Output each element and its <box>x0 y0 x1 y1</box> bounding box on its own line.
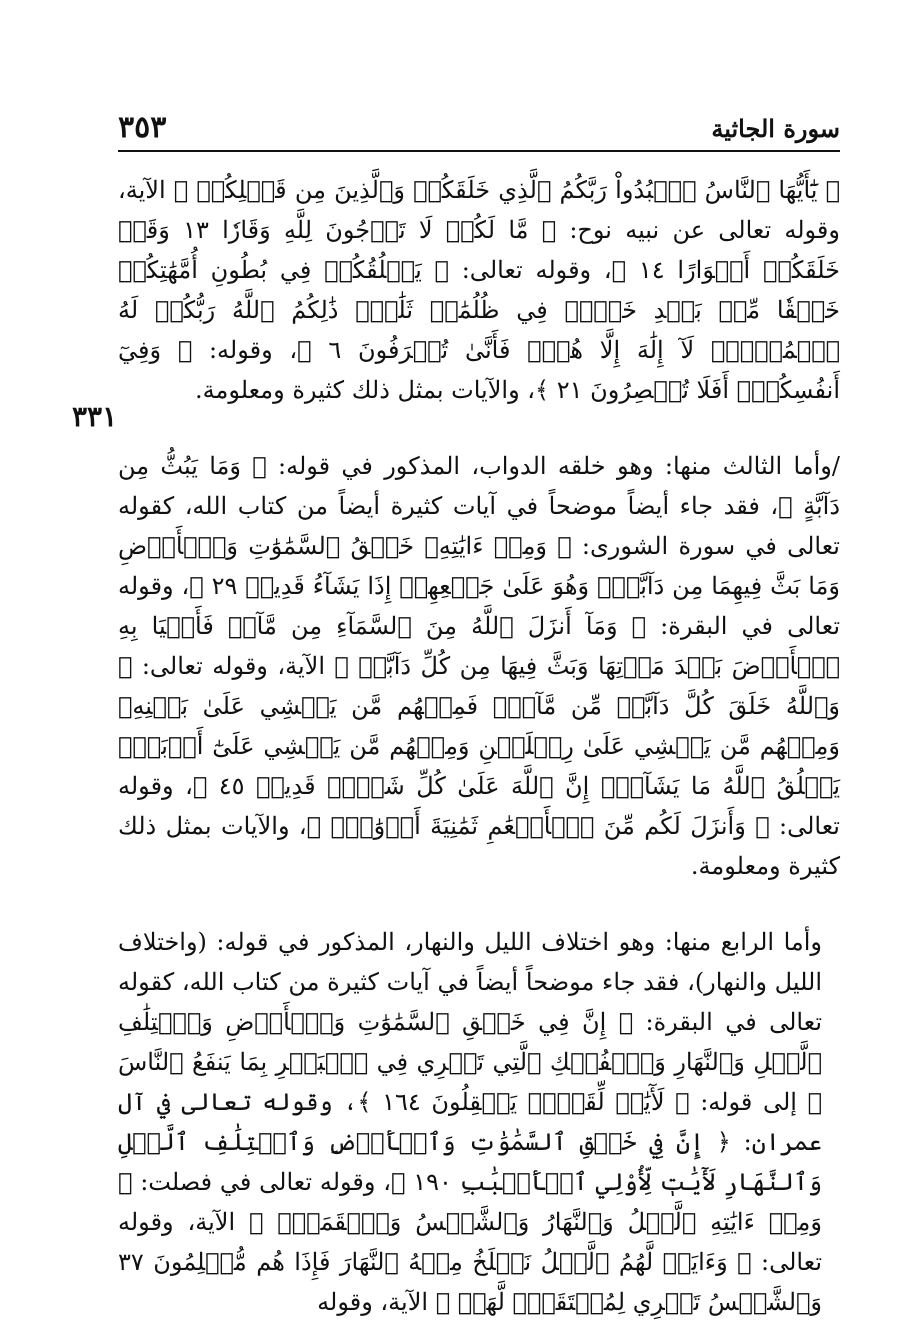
margin-page-reference: ٣٣١ <box>72 400 118 433</box>
running-header <box>118 108 840 152</box>
body-text <box>118 170 840 1322</box>
page-number: ٣٥٣ <box>118 110 167 145</box>
paragraph-3: وأما الرابع منها: وهو اختلاف الليل والنهار، المذكور في قوله: (واختلاف الليل والنهار)، فقد جاء موضحاً أيضاً في آيات كثيرة من كتاب الله، كقوله تعالى في البقرة: ﴿ إِنَّ فِي خَلۡقِ ٱلسَّمَٰوَٰتِ وَٱلۡأَرۡضِ وَٱخۡتِلَٰفِ ٱلَّيۡلِ وَٱلنَّهَارِ وَٱلۡفُلۡكِ ٱلَّتِي تَجۡرِي فِي ٱلۡبَحۡرِ بِمَا يَنفَعُ ٱلنَّاسَ ﴾ إلى قوله: ﴿ لَأٓيَٰتٖ لِّقَوۡمٖ يَعۡقِلُونَ ١٦٤ ﴾، وقوله تعالى في آل عمران: ﴿ إِنَّ فِي خَلۡقِ ٱلسَّمَٰوَٰتِ وَٱلۡأَرۡضِ وَٱخۡتِلَٰفِ ٱلَّيۡلِ وَٱلنَّهَارِ لَأٓيَٰتٖ لِّأُوْلِي ٱلۡأَلۡبَٰبِ ١٩٠ ﴾، وقوله تعالى في فصلت: ﴿ وَمِنۡ ءَايَٰتِهِ ٱلَّيۡلُ وَٱلنَّهَارُ وَٱلشَّمۡسُ وَٱلۡقَمَرُۚ ﴾ الآية، وقوله تعالى: ﴿ وَءَايَةٞ لَّهُمُ ٱلَّيۡلُ نَسۡلَخُ مِنۡهُ ٱلنَّهَارَ فَإِذَا هُم مُّظۡلِمُونَ ٣٧ وَٱلشَّمۡسُ تَجۡرِي لِمُسۡتَقَرّٖ لَّهَاۚ ﴾ الآية، وقوله <box>118 928 823 1316</box>
surah-title: سورة الجاثية <box>711 114 840 143</box>
paragraph-2: /وأما الثالث منها: وهو خلقه الدواب، المذكور في قوله: ﴿ وَمَا يَبُثُّ مِن دَآبَّةٍ ﴾، فقد جاء أيضاً موضحاً في آيات كثيرة أيضاً من كتاب الله، كقوله تعالى في سورة الشورى: ﴿ وَمِنۡ ءَايَٰتِهِۦ خَلۡقُ ٱلسَّمَٰوَٰتِ وَٱلۡأَرۡضِ وَمَا بَثَّ فِيهِمَا مِن دَآبَّةٖۚ وَهُوَ عَلَىٰ جَمۡعِهِمۡ إِذَا يَشَآءُ قَدِيرٞ ٢٩ ﴾، وقوله تعالى في البقرة: ﴿ وَمَآ أَنزَلَ ٱللَّهُ مِنَ ٱلسَّمَآءِ مِن مَّآءٖ فَأَحۡيَا بِهِ ٱلۡأَرۡضَ بَعۡدَ مَوۡتِهَا وَبَثَّ فِيهَا مِن كُلِّ دَآبَّةٖ ﴾ الآية، وقوله تعالى: ﴿ وَٱللَّهُ خَلَقَ كُلَّ دَآبَّةٖ مِّن مَّآءٖۖ فَمِنۡهُم مَّن يَمۡشِي عَلَىٰ بَطۡنِهِۦ وَمِنۡهُم مَّن يَمۡشِي عَلَىٰ رِجۡلَيۡنِ وَمِنۡهُم مَّن يَمۡشِي عَلَىٰٓ أَرۡبَعٖۚ يَخۡلُقُ ٱللَّهُ مَا يَشَآءُۚ إِنَّ ٱللَّهَ عَلَىٰ كُلِّ شَيۡءٖ قَدِيرٞ ٤٥ ﴾، وقوله تعالى: ﴿ وَأَنزَلَ لَكُم مِّنَ ٱلۡأَنۡعَٰمِ ثَمَٰنِيَةَ أَزۡوَٰجٖۚ ﴾، والآيات بمثل ذلك كثيرة ومعلومة. <box>118 452 841 880</box>
header-rule <box>118 150 840 152</box>
paragraph-1: ﴿ يَٰٓأَيُّهَا ٱلنَّاسُ ٱعۡبُدُواْ رَبَّكُمُ ٱلَّذِي خَلَقَكُمۡ وَٱلَّذِينَ مِن قَبۡلِكُمۡ ﴾ الآية، وقوله تعالى عن نبيه نوح: ﴿ مَّا لَكُمۡ لَا تَرۡجُونَ لِلَّهِ وَقَارٗا ١٣ وَقَدۡ خَلَقَكُمۡ أَطۡوَارًا ١٤ ﴾، وقوله تعالى: ﴿ يَخۡلُقُكُمۡ فِي بُطُونِ أُمَّهَٰتِكُمۡ خَلۡقٗا مِّنۢ بَعۡدِ خَلۡقٖ فِي ظُلُمَٰتٖ ثَلَٰثٖۚ ذَٰلِكُمُ ٱللَّهُ رَبُّكُمۡ لَهُ ٱلۡمُلۡكُۖ لَآ إِلَٰهَ إِلَّا هُوَۖ فَأَنَّىٰ تُصۡرَفُونَ ٦ ﴾، وقوله: ﴿ وَفِيٓ أَنفُسِكُمۡۚ أَفَلَا تُبۡصِرُونَ ٢١ ﴾، والآيات بمثل ذلك كثيرة ومعلومة. <box>118 176 841 404</box>
